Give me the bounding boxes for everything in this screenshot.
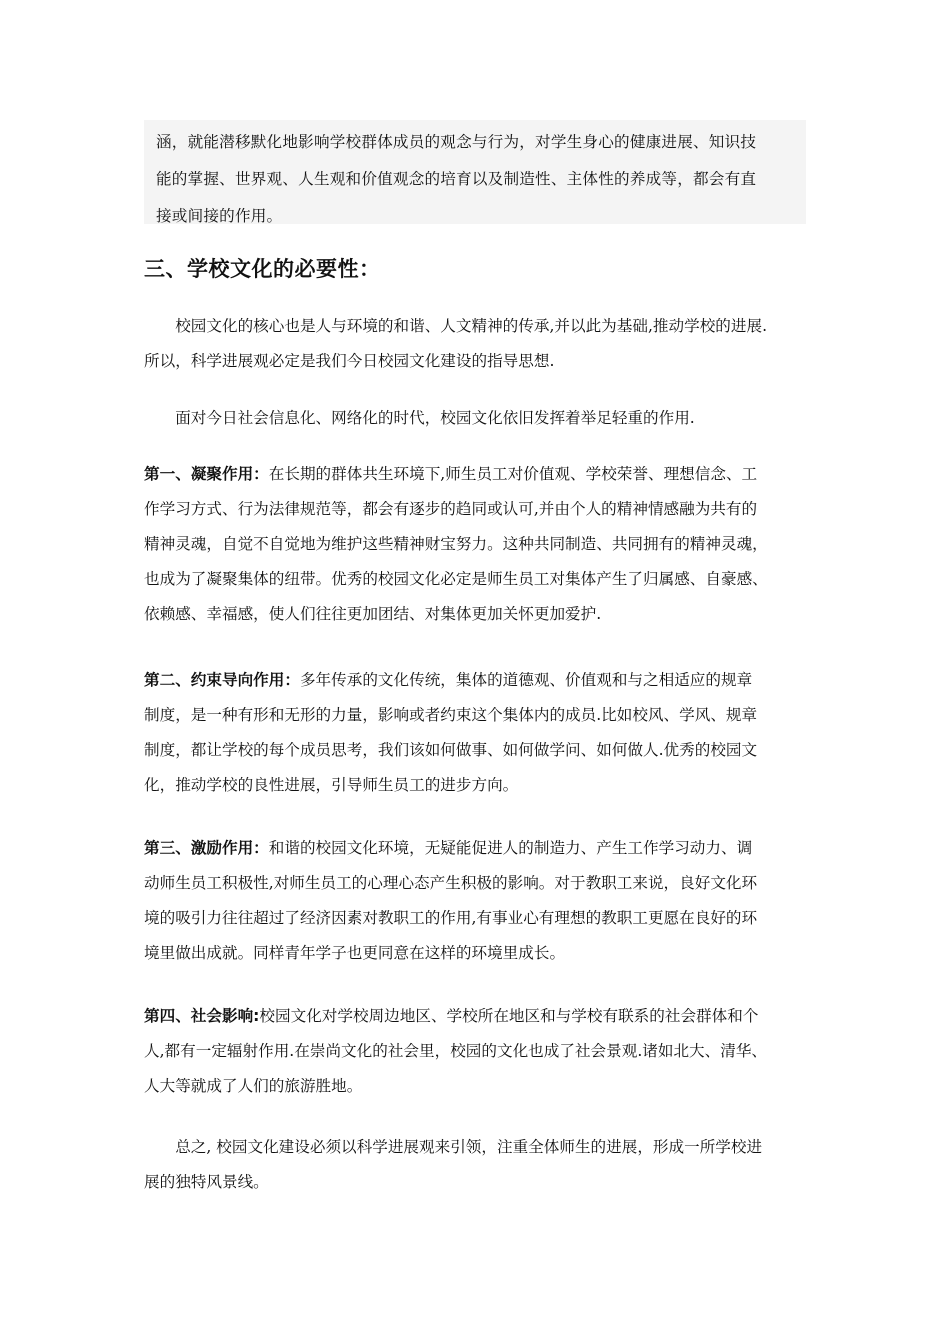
text-line: 作学习方式、行为法律规范等，都会有逐步的趋同或认可,并由个人的精神情感融为共有的 (144, 500, 758, 518)
text-line (144, 663, 808, 698)
text-line: 精神灵魂，自觉不自觉地为维护这些精神财宝努力。这种共同制造、共同拥有的精神灵魂， (144, 535, 768, 553)
text-line (144, 999, 808, 1034)
paragraph-lead: 第四、社会影响: (144, 1007, 260, 1025)
intro-continuation-block (144, 120, 806, 224)
text-line: 接或间接的作用。 (156, 207, 283, 225)
text-line: 所以，科学进展观必定是我们今日校园文化建设的指导思想. (144, 352, 555, 370)
text-line: 校园文化的核心也是人与环境的和谐、人文精神的传承,并以此为基础,推动学校的进展. (144, 317, 768, 335)
paragraph-guidance (144, 663, 808, 803)
text-line: 境里做出成就。同样青年学子也更同意在这样的环境里成长。 (144, 944, 566, 962)
paragraph-conclusion (144, 1130, 808, 1200)
text-run: 和谐的校园文化环境，无疑能促进人的制造力、产生工作学习动力、调 (268, 839, 753, 857)
text-line: 人大等就成了人们的旅游胜地。 (144, 1077, 363, 1095)
text-line: 制度，是一种有形和无形的力量，影响或者约束这个集体内的成员.比如校风、学风、规章 (144, 706, 758, 724)
paragraph-era (144, 401, 808, 436)
paragraph-social (144, 999, 808, 1104)
text-run: 校园文化对学校周边地区、学校所在地区和与学校有联系的社会群体和个 (259, 1007, 759, 1025)
text-line: 面对今日社会信息化、网络化的时代，校园文化依旧发挥着举足轻重的作用. (144, 409, 695, 427)
paragraph-motivation (144, 831, 808, 971)
paragraph-core (144, 309, 808, 379)
intro-paragraph (156, 124, 806, 235)
text-line (144, 831, 808, 866)
text-line: 境的吸引力往往超过了经济因素对教职工的作用,有事业心有理想的教职工更愿在良好的环 (144, 909, 758, 927)
text-run: 多年传承的文化传统，集体的道德观、价值观和与之相适应的规章 (299, 671, 753, 689)
paragraph-lead: 第二、约束导向作用： (144, 671, 300, 689)
text-line: 人,都有一定辐射作用.在崇尚文化的社会里，校园的文化也成了社会景观.诸如北大、清华、 (144, 1042, 768, 1060)
paragraph-cohesion (144, 457, 808, 632)
text-line: 动师生员工积极性,对师生员工的心理心态产生积极的影响。对于教职工来说，良好文化环 (144, 874, 758, 892)
text-line: 总之, 校园文化建设必须以科学进展观来引领，注重全体师生的进展，形成一所学校进 (144, 1138, 763, 1156)
text-line: 制度，都让学校的每个成员思考，我们该如何做事、如何做学问、如何做人.优秀的校园文 (144, 741, 758, 759)
section-heading: 三、学校文化的必要性： (144, 257, 381, 281)
text-line: 化，推动学校的良性进展，引导师生员工的进步方向。 (144, 776, 519, 794)
paragraph-lead: 第三、激励作用： (144, 839, 269, 857)
text-line: 也成为了凝聚集体的纽带。优秀的校园文化必定是师生员工对集体产生了归属感、自豪感、 (144, 570, 768, 588)
text-line: 展的独特风景线。 (144, 1173, 269, 1191)
text-line: 涵，就能潜移默化地影响学校群体成员的观念与行为，对学生身心的健康进展、知识技 (156, 133, 757, 151)
text-line (144, 457, 808, 492)
paragraph-lead: 第一、凝聚作用： (144, 465, 269, 483)
text-run: 在长期的群体共生环境下,师生员工对价值观、学校荣誉、理想信念、工 (268, 465, 758, 483)
text-line: 能的掌握、世界观、人生观和价值观念的培育以及制造性、主体性的养成等，都会有直 (156, 170, 757, 188)
text-line: 依赖感、幸福感，使人们往往更加团结、对集体更加关怀更加爱护. (144, 605, 602, 623)
